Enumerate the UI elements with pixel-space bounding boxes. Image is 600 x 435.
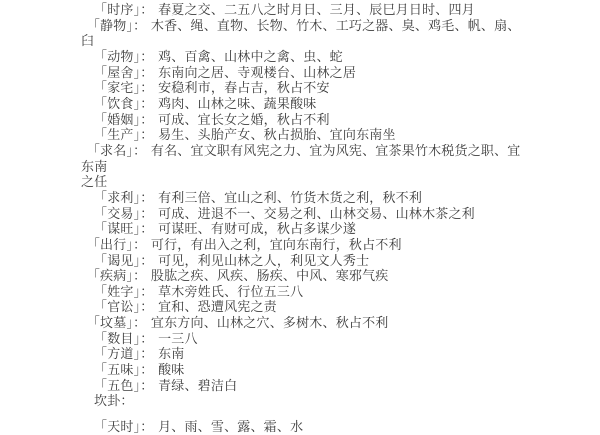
- list-item: [81, 362, 523, 378]
- list-item: [81, 378, 523, 394]
- list-item: [81, 284, 523, 300]
- item-label: 「求利」：: [94, 189, 154, 205]
- item-label: 「时序」：: [94, 2, 154, 17]
- list-item: [81, 96, 523, 112]
- item-label: 「数目」：: [94, 330, 154, 346]
- item-text: 可行，有出入之利，宜向东南行，秋占不利: [150, 236, 402, 252]
- item-text: 月、雨、雪、露、霜、水: [158, 419, 304, 435]
- item-label: 「动物」：: [94, 48, 154, 64]
- list-item: [81, 315, 523, 331]
- item-text-wrap: 之任: [81, 174, 108, 190]
- item-label: 「静物」：: [86, 17, 147, 33]
- item-label: 「官讼」：: [94, 299, 154, 315]
- item-label: 「姓字」：: [94, 283, 154, 299]
- list-item: [81, 299, 523, 315]
- list-item: [81, 112, 523, 128]
- item-text: 草木旁姓氏、行位五三八: [158, 283, 304, 299]
- list-item: [81, 2, 523, 18]
- list-item: [81, 253, 523, 269]
- paragraph-spacer: [81, 409, 523, 419]
- item-text: 一三八: [158, 330, 198, 346]
- item-label: 「天时」：: [94, 419, 154, 435]
- item-label: 「交易」：: [94, 205, 154, 221]
- item-label: 「五味」：: [94, 362, 154, 378]
- item-label: 「婚姻」：: [94, 111, 154, 127]
- list-item: [81, 268, 523, 284]
- item-text: 可谋旺、有财可成，秋占多谋少遂: [158, 221, 357, 237]
- item-text: 酸味: [158, 362, 185, 378]
- item-text: 青绿、碧洁白: [158, 377, 238, 393]
- item-text: 可见，利见山林之人，利见文人秀士: [158, 252, 370, 268]
- list-item: [81, 49, 523, 65]
- item-label: 「谒见」：: [94, 252, 154, 268]
- item-text: 东南向之居、寺观楼台、山林之居: [158, 64, 357, 80]
- list-item: [81, 65, 523, 81]
- item-text: 春夏之交、二五八之时月日、三月、辰巳月日时、四月: [158, 2, 475, 17]
- list-item: [81, 190, 523, 206]
- item-label: 「疾病」：: [86, 268, 147, 284]
- item-label: 「方道」：: [94, 346, 154, 362]
- item-text: 鸡肉、山林之味、蔬果酸味: [158, 95, 317, 111]
- item-text: 鸡、百禽、山林中之禽、虫、蛇: [158, 48, 343, 64]
- list-item: [81, 80, 523, 96]
- item-text: 东南: [158, 346, 185, 362]
- list-item: [81, 206, 523, 222]
- item-text: 有名、宜文职有风宪之力、宜为风宪、宜茶果竹木税货之职、宜东南: [81, 142, 521, 174]
- item-label: 「谋旺」：: [94, 221, 154, 237]
- item-text: 可成、宜长女之婚，秋占不利: [158, 111, 330, 127]
- item-text: 有利三倍、宜山之利、竹货木货之利，秋不利: [158, 189, 423, 205]
- item-label: 「出行」：: [86, 236, 147, 252]
- list-item: [81, 18, 523, 49]
- item-text: 安稳利市，春占吉，秋占不安: [158, 80, 330, 96]
- item-label: 「五色」：: [94, 377, 154, 393]
- item-label: 「饮食」：: [94, 95, 154, 111]
- item-text: 木香、绳、直物、长物、竹木、工巧之器、臭、鸡毛、帆、扇、臼: [81, 17, 521, 49]
- item-text: 宜东方向、山林之穴、多树木、秋占不利: [150, 315, 389, 331]
- item-text: 股肱之疾、风疾、肠疾、中风、寒邪气疾: [150, 268, 389, 284]
- item-text: 可成、进退不一、交易之利、山林交易、山林木茶之利: [158, 205, 475, 221]
- list-item: [81, 143, 523, 190]
- item-label: 「生产」：: [94, 127, 154, 143]
- item-label: 「求名」：: [86, 142, 147, 158]
- item-label: 「屋舍」：: [94, 64, 154, 80]
- list-item: [81, 346, 523, 362]
- list-item: [81, 419, 523, 435]
- item-label: 「家宅」：: [94, 80, 154, 96]
- document-page: [81, 2, 523, 435]
- list-item: [81, 331, 523, 347]
- list-item: [81, 221, 523, 237]
- item-text: 易生、头胎产女、秋占损胎、宜向东南坐: [158, 127, 396, 143]
- item-label: 「坟墓」：: [86, 315, 147, 331]
- list-item: [81, 237, 523, 253]
- list-item: [81, 127, 523, 143]
- item-text: 宜和、恐遭风宪之责: [158, 299, 277, 315]
- section-heading: 坎卦：: [94, 393, 134, 409]
